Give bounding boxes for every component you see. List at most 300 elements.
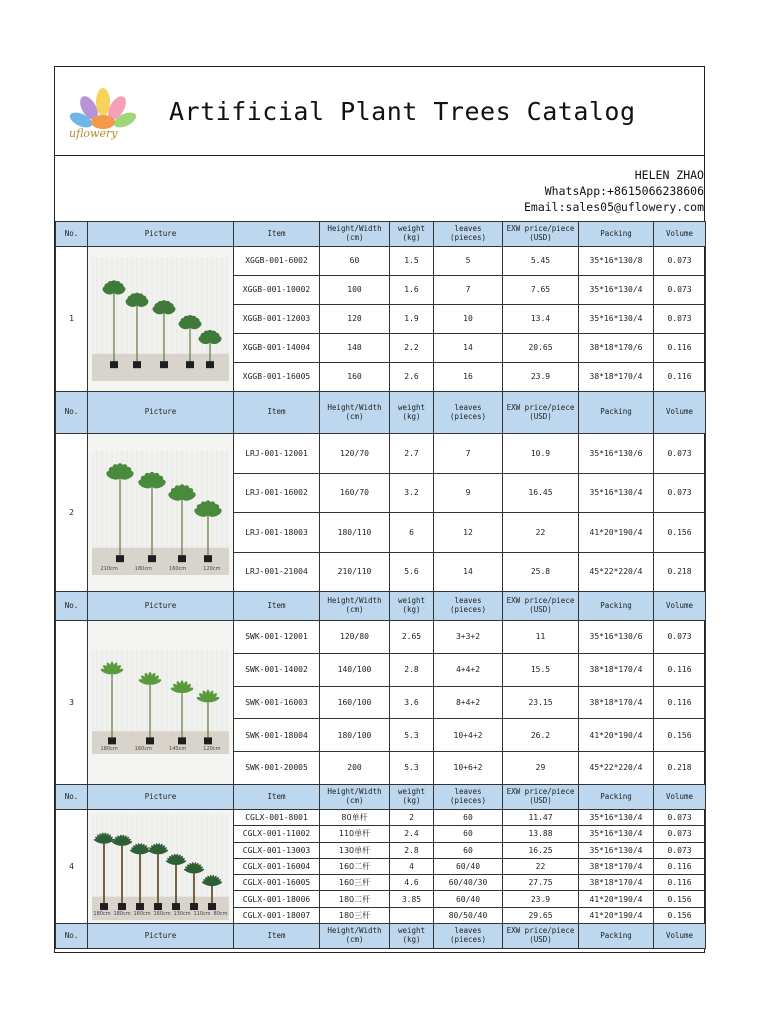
cell-size: 80单杆 — [320, 809, 390, 825]
column-header-leaves — [434, 924, 503, 949]
column-header-label: Picture — [144, 600, 177, 610]
cell-size: 160/70 — [320, 473, 390, 513]
cell-price: 23.9 — [503, 363, 579, 392]
group-number: 4 — [56, 809, 88, 923]
cell-weight: 1.6 — [390, 276, 434, 305]
cell-item: XGGB-001-10002 — [234, 276, 320, 305]
cell-leaves: 60/40/30 — [434, 875, 503, 891]
cell-weight: 2.6 — [390, 363, 434, 392]
cell-volume: 0.073 — [654, 621, 706, 654]
column-header-label: Volume — [665, 791, 694, 801]
cell-packing: 35*16*130/6 — [579, 434, 654, 474]
cell-leaves: 4+4+2 — [434, 653, 503, 686]
column-header-label: Packing — [600, 228, 632, 238]
column-header-label: (pieces) — [449, 411, 487, 421]
column-header-volume — [654, 784, 706, 809]
photo-size-label: 130cm — [173, 910, 191, 917]
column-header-leaves — [434, 222, 503, 247]
contact-name: HELEN ZHAO — [634, 168, 704, 182]
column-header-volume — [654, 392, 706, 434]
column-header-weight — [390, 592, 434, 621]
cell-weight: 3.2 — [390, 473, 434, 513]
column-header-label: EXW price/piece — [506, 926, 575, 936]
cell-weight: 2.65 — [390, 621, 434, 654]
cell-leaves: 60/40 — [434, 858, 503, 874]
catalog-header — [55, 67, 704, 222]
photo-size-label: 180cm — [100, 745, 118, 752]
column-header-volume — [654, 924, 706, 949]
cell-leaves: 16 — [434, 363, 503, 392]
column-header-label: Item — [267, 600, 286, 610]
column-header-label: Height/Width — [327, 926, 382, 936]
cell-size: 180/100 — [320, 719, 390, 752]
cell-volume: 0.156 — [654, 719, 706, 752]
cell-price: 23.9 — [503, 891, 579, 907]
column-header-no — [56, 392, 88, 434]
table-row — [56, 434, 706, 474]
cell-leaves: 10+6+2 — [434, 752, 503, 785]
cell-packing: 41*20*190/4 — [579, 891, 654, 907]
cell-item: LRJ-001-18003 — [234, 513, 320, 553]
column-header-row — [56, 784, 706, 809]
cell-packing: 41*20*190/4 — [579, 907, 654, 923]
cell-packing: 35*16*130/6 — [579, 621, 654, 654]
cell-size: 200 — [320, 752, 390, 785]
column-header-label: EXW price/piece — [506, 787, 575, 797]
cell-packing: 38*18*170/4 — [579, 875, 654, 891]
cell-volume: 0.073 — [654, 826, 706, 842]
plant-photo-illustration — [92, 650, 229, 754]
column-header-row — [56, 592, 706, 621]
column-header-label: Packing — [600, 407, 632, 417]
photo-size-label: 160cm — [134, 745, 152, 752]
cell-leaves: 60 — [434, 842, 503, 858]
column-header-label: Height/Width — [327, 402, 382, 412]
column-header-price — [503, 784, 579, 809]
photo-size-label: 110cm — [193, 910, 211, 917]
cell-packing: 38*18*170/4 — [579, 858, 654, 874]
column-header-label: Packing — [600, 791, 632, 801]
cell-item: SWK-001-18004 — [234, 719, 320, 752]
cell-leaves: 14 — [434, 334, 503, 363]
product-photo — [92, 257, 229, 381]
column-header-label: (pieces) — [449, 935, 487, 945]
cell-item: CGLX-001-16005 — [234, 875, 320, 891]
photo-size-label: 160cm — [153, 910, 171, 917]
cell-size: 100 — [320, 276, 390, 305]
cell-size: 160 — [320, 363, 390, 392]
column-header-label: (cm) — [345, 935, 364, 945]
column-header-picture — [88, 392, 234, 434]
cell-item: LRJ-001-12001 — [234, 434, 320, 474]
cell-volume: 0.218 — [654, 552, 706, 592]
column-header-label: Item — [267, 930, 286, 940]
column-header-label: weight — [397, 224, 426, 234]
cell-volume: 0.073 — [654, 473, 706, 513]
column-header-label: (kg) — [402, 233, 421, 242]
column-header-label: Picture — [144, 791, 177, 801]
column-header-row — [56, 924, 706, 949]
column-header-label: Packing — [600, 600, 632, 610]
cell-size: 130单杆 — [320, 842, 390, 858]
plant-photo-illustration — [92, 257, 229, 381]
cell-volume: 0.116 — [654, 653, 706, 686]
photo-size-labels — [92, 912, 229, 918]
cell-volume: 0.073 — [654, 276, 706, 305]
cell-packing: 35*16*130/4 — [579, 473, 654, 513]
cell-leaves: 5 — [434, 247, 503, 276]
cell-weight: 5.3 — [390, 752, 434, 785]
column-header-label: weight — [397, 926, 426, 936]
column-header-price — [503, 592, 579, 621]
column-header-item — [234, 592, 320, 621]
product-photo — [92, 814, 229, 920]
cell-leaves: 60 — [434, 809, 503, 825]
column-header-label: leaves — [454, 402, 482, 412]
column-header-height-width — [320, 392, 390, 434]
column-header-label: No. — [64, 930, 79, 940]
column-header-picture — [88, 222, 234, 247]
column-header-label: (USD) — [529, 411, 552, 421]
cell-price: 5.45 — [503, 247, 579, 276]
cell-leaves: 7 — [434, 276, 503, 305]
cell-price: 13.4 — [503, 305, 579, 334]
cell-weight: 2.7 — [390, 434, 434, 474]
column-header-packing — [579, 784, 654, 809]
cell-weight: 2.8 — [390, 842, 434, 858]
cell-price: 29 — [503, 752, 579, 785]
photo-size-label: 180cm — [113, 910, 131, 917]
plant-photo-illustration — [92, 451, 229, 575]
table-row — [56, 621, 706, 654]
cell-packing: 35*16*130/8 — [579, 247, 654, 276]
column-header-picture — [88, 592, 234, 621]
cell-weight: 2.8 — [390, 653, 434, 686]
cell-packing: 35*16*130/4 — [579, 842, 654, 858]
column-header-label: (cm) — [345, 605, 364, 614]
column-header-price — [503, 924, 579, 949]
cell-size: 140/100 — [320, 653, 390, 686]
cell-weight: 4.6 — [390, 875, 434, 891]
column-header-label: EXW price/piece — [506, 596, 575, 606]
column-header-packing — [579, 924, 654, 949]
column-header-label: leaves — [454, 224, 482, 234]
cell-volume: 0.116 — [654, 363, 706, 392]
cell-price: 23.15 — [503, 686, 579, 719]
column-header-weight — [390, 222, 434, 247]
column-header-label: leaves — [454, 787, 482, 797]
cell-price: 15.5 — [503, 653, 579, 686]
cell-leaves: 12 — [434, 513, 503, 553]
cell-weight: 2 — [390, 809, 434, 825]
cell-volume: 0.156 — [654, 513, 706, 553]
product-picture-cell — [88, 247, 234, 392]
cell-volume: 0.073 — [654, 842, 706, 858]
cell-size: 60 — [320, 247, 390, 276]
cell-item: CGLX-001-18007 — [234, 907, 320, 923]
table-row — [56, 247, 706, 276]
column-header-label: (pieces) — [449, 233, 487, 242]
column-header-price — [503, 392, 579, 434]
cell-item: CGLX-001-18006 — [234, 891, 320, 907]
cell-size: 180/110 — [320, 513, 390, 553]
cell-size: 210/110 — [320, 552, 390, 592]
column-header-label: Packing — [600, 930, 632, 940]
column-header-label: leaves — [454, 596, 482, 606]
cell-item: CGLX-001-13003 — [234, 842, 320, 858]
cell-size: 140 — [320, 334, 390, 363]
column-header-leaves — [434, 592, 503, 621]
cell-volume: 0.156 — [654, 907, 706, 923]
column-header-leaves — [434, 784, 503, 809]
contact-email[interactable]: Email:sales05@uflowery.com — [523, 200, 704, 214]
column-header-label: leaves — [454, 926, 482, 936]
product-picture-cell — [88, 621, 234, 785]
cell-weight: 5.6 — [390, 552, 434, 592]
column-header-label: (kg) — [402, 795, 421, 805]
column-header-picture — [88, 924, 234, 949]
cell-item: SWK-001-16003 — [234, 686, 320, 719]
cell-item: CGLX-001-11002 — [234, 826, 320, 842]
column-header-label: (cm) — [345, 233, 364, 242]
cell-packing: 38*18*170/4 — [579, 363, 654, 392]
photo-size-label: 180cm — [93, 910, 111, 917]
cell-packing: 45*22*220/4 — [579, 752, 654, 785]
photo-size-labels — [92, 747, 229, 753]
column-header-label: Height/Width — [327, 596, 382, 606]
column-header-label: EXW price/piece — [506, 224, 575, 234]
column-header-label: Item — [267, 407, 286, 417]
column-header-label: EXW price/piece — [506, 402, 575, 412]
cell-item: XGGB-001-16005 — [234, 363, 320, 392]
cell-item: XGGB-001-12003 — [234, 305, 320, 334]
cell-weight: 2.2 — [390, 334, 434, 363]
cell-size: 120/70 — [320, 434, 390, 474]
column-header-label: (USD) — [529, 935, 552, 945]
cell-weight: 5.3 — [390, 719, 434, 752]
column-header-price — [503, 222, 579, 247]
cell-price: 22 — [503, 513, 579, 553]
column-header-row — [56, 392, 706, 434]
cell-size: 160/100 — [320, 686, 390, 719]
column-header-label: (kg) — [402, 935, 421, 945]
photo-size-label: 160cm — [133, 910, 151, 917]
product-photo — [92, 650, 229, 754]
cell-price: 22 — [503, 858, 579, 874]
column-header-label: Height/Width — [327, 787, 382, 797]
photo-size-label: 210cm — [100, 565, 118, 572]
column-header-no — [56, 222, 88, 247]
table-row — [56, 809, 706, 825]
column-header-packing — [579, 392, 654, 434]
column-header-label: Picture — [144, 228, 177, 238]
column-header-row — [56, 222, 706, 247]
column-header-volume — [654, 592, 706, 621]
product-picture-cell — [88, 809, 234, 923]
cell-price: 11 — [503, 621, 579, 654]
cell-weight: 1.9 — [390, 305, 434, 334]
column-header-label: (pieces) — [449, 605, 487, 614]
cell-leaves: 60/40 — [434, 891, 503, 907]
cell-volume: 0.156 — [654, 891, 706, 907]
cell-volume: 0.116 — [654, 686, 706, 719]
column-header-label: Volume — [665, 930, 694, 940]
column-header-label: No. — [64, 791, 79, 801]
column-header-height-width — [320, 784, 390, 809]
cell-price: 16.45 — [503, 473, 579, 513]
column-header-item — [234, 222, 320, 247]
cell-packing: 35*16*130/4 — [579, 809, 654, 825]
cell-volume: 0.116 — [654, 875, 706, 891]
cell-price: 7.65 — [503, 276, 579, 305]
column-header-no — [56, 592, 88, 621]
column-header-no — [56, 784, 88, 809]
group-number: 1 — [56, 247, 88, 392]
column-header-label: (cm) — [345, 795, 364, 805]
column-header-leaves — [434, 392, 503, 434]
cell-weight: 1.5 — [390, 247, 434, 276]
cell-leaves: 60 — [434, 826, 503, 842]
group-number: 2 — [56, 434, 88, 592]
cell-packing: 38*18*170/6 — [579, 334, 654, 363]
cell-volume: 0.218 — [654, 752, 706, 785]
cell-volume: 0.116 — [654, 334, 706, 363]
cell-packing: 45*22*220/4 — [579, 552, 654, 592]
column-header-label: Height/Width — [327, 224, 382, 234]
column-header-label: No. — [64, 407, 79, 417]
cell-item: LRJ-001-16002 — [234, 473, 320, 513]
column-header-label: No. — [64, 600, 79, 610]
cell-price: 11.47 — [503, 809, 579, 825]
column-header-picture — [88, 784, 234, 809]
cell-item: CGLX-001-8001 — [234, 809, 320, 825]
cell-price: 25.8 — [503, 552, 579, 592]
column-header-item — [234, 924, 320, 949]
cell-leaves: 9 — [434, 473, 503, 513]
column-header-label: Volume — [665, 228, 694, 238]
cell-packing: 38*18*170/4 — [579, 653, 654, 686]
cell-size: 110单杆 — [320, 826, 390, 842]
cell-price: 10.9 — [503, 434, 579, 474]
column-header-label: Volume — [665, 407, 694, 417]
cell-price: 26.2 — [503, 719, 579, 752]
column-header-label: (USD) — [529, 605, 552, 614]
column-header-label: weight — [397, 787, 426, 797]
cell-size: 180二杆 — [320, 891, 390, 907]
photo-size-labels — [92, 567, 229, 573]
cell-weight: 3.85 — [390, 891, 434, 907]
product-photo — [92, 451, 229, 575]
column-header-label: (kg) — [402, 605, 421, 614]
catalog-table — [55, 221, 706, 949]
cell-packing: 38*18*170/4 — [579, 686, 654, 719]
page-title: Artificial Plant Trees Catalog — [169, 97, 636, 126]
photo-size-label: 180cm — [134, 565, 152, 572]
cell-leaves: 10 — [434, 305, 503, 334]
column-header-height-width — [320, 924, 390, 949]
cell-packing: 41*20*190/4 — [579, 513, 654, 553]
column-header-label: (cm) — [345, 411, 364, 421]
column-header-label: Item — [267, 791, 286, 801]
column-header-no — [56, 924, 88, 949]
cell-packing: 35*16*130/4 — [579, 305, 654, 334]
column-header-label: (kg) — [402, 411, 421, 421]
column-header-weight — [390, 924, 434, 949]
cell-price: 29.65 — [503, 907, 579, 923]
product-picture-cell — [88, 434, 234, 592]
plant-photo-illustration — [92, 814, 229, 920]
logo-wordmark: uflowery — [69, 127, 118, 140]
column-header-height-width — [320, 222, 390, 247]
cell-size: 160二杆 — [320, 858, 390, 874]
cell-weight — [390, 907, 434, 923]
cell-volume: 0.073 — [654, 809, 706, 825]
column-header-weight — [390, 392, 434, 434]
cell-size: 120 — [320, 305, 390, 334]
column-header-volume — [654, 222, 706, 247]
column-header-item — [234, 392, 320, 434]
cell-item: SWK-001-12001 — [234, 621, 320, 654]
column-header-label: No. — [64, 228, 79, 238]
contact-whatsapp: WhatsApp:+8615066238606 — [544, 184, 704, 198]
cell-packing: 41*20*190/4 — [579, 719, 654, 752]
cell-leaves: 7 — [434, 434, 503, 474]
cell-size: 180三杆 — [320, 907, 390, 923]
cell-packing: 35*16*130/4 — [579, 276, 654, 305]
column-header-weight — [390, 784, 434, 809]
cell-price: 16.25 — [503, 842, 579, 858]
photo-size-label: 80cm — [213, 910, 228, 917]
cell-item: LRJ-001-21004 — [234, 552, 320, 592]
cell-leaves: 8+4+2 — [434, 686, 503, 719]
cell-weight: 2.4 — [390, 826, 434, 842]
column-header-label: weight — [397, 596, 426, 606]
cell-item: SWK-001-20005 — [234, 752, 320, 785]
cell-leaves: 3+3+2 — [434, 621, 503, 654]
column-header-label: weight — [397, 402, 426, 412]
cell-item: SWK-001-14002 — [234, 653, 320, 686]
cell-volume: 0.073 — [654, 247, 706, 276]
contact-block — [55, 155, 704, 223]
column-header-label: Picture — [144, 930, 177, 940]
column-header-item — [234, 784, 320, 809]
cell-leaves: 10+4+2 — [434, 719, 503, 752]
column-header-label: Picture — [144, 407, 177, 417]
cell-weight: 6 — [390, 513, 434, 553]
photo-size-label: 120cm — [203, 745, 221, 752]
column-header-label: Item — [267, 228, 286, 238]
cell-volume: 0.116 — [654, 858, 706, 874]
cell-weight: 4 — [390, 858, 434, 874]
catalog-sheet — [54, 66, 705, 953]
column-header-packing — [579, 222, 654, 247]
cell-size: 160三杆 — [320, 875, 390, 891]
cell-weight: 3.6 — [390, 686, 434, 719]
photo-size-label: 160cm — [169, 565, 187, 572]
cell-item: XGGB-001-14004 — [234, 334, 320, 363]
cell-leaves: 14 — [434, 552, 503, 592]
cell-volume: 0.073 — [654, 305, 706, 334]
column-header-height-width — [320, 592, 390, 621]
column-header-packing — [579, 592, 654, 621]
cell-item: CGLX-001-16004 — [234, 858, 320, 874]
column-header-label: (USD) — [529, 795, 552, 805]
photo-size-label: 140cm — [169, 745, 187, 752]
cell-size: 120/80 — [320, 621, 390, 654]
column-header-label: Volume — [665, 600, 694, 610]
cell-packing: 35*16*130/4 — [579, 826, 654, 842]
cell-price: 20.65 — [503, 334, 579, 363]
